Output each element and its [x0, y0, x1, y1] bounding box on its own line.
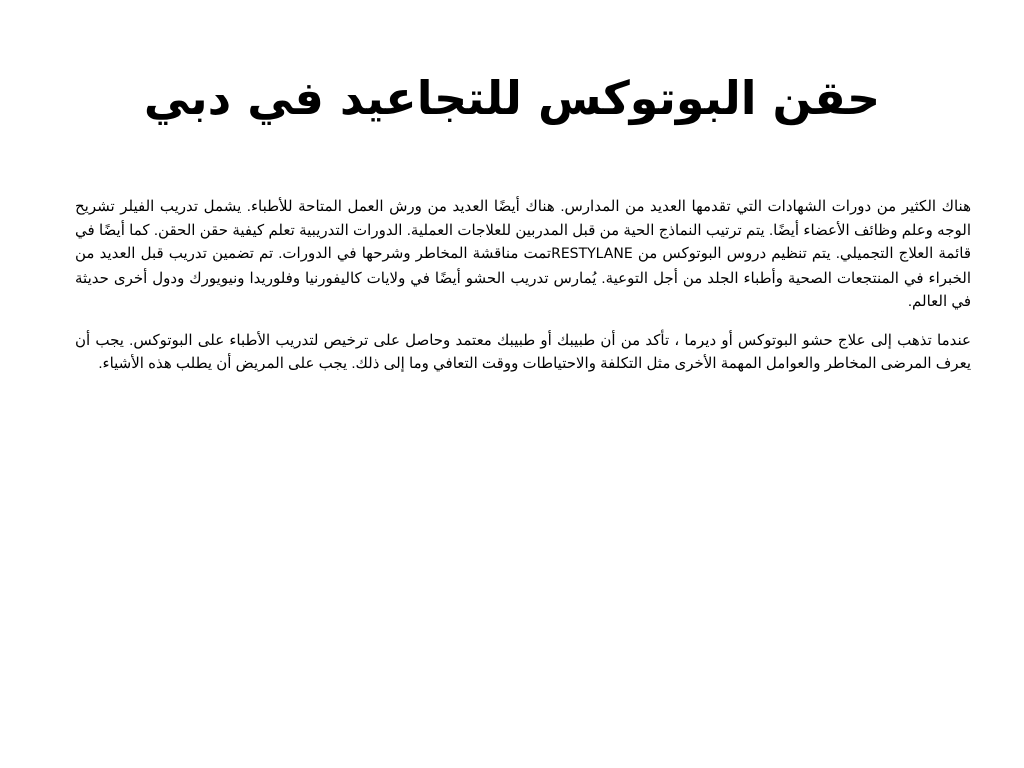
slide-body: [75, 195, 971, 391]
paragraph-doctor-advice: عندما تذهب إلى علاج حشو البوتوكس أو ديرما ، تأكد من أن طبيبك أو طبيبك معتمد وحاصل على ترخيص لتدريب الأطباء على البوتوكس. يجب أن يعرف المرضى المخاطر والعوامل المهمة الأخرى مثل التكلفة والاحتياطات ووقت التعافي وما إلى ذلك. يجب على المريض أن يطلب هذه الأشياء.: [75, 331, 971, 372]
brand-name: RESTYLANE: [551, 246, 633, 262]
paragraph-1-part-2: تمت مناقشة المخاطر وشرحها في الدورات. تم تضمين تدريب قبل العديد من الخبراء في المنتجعات الصحية وأطباء الجلد من أجل التوعية. يُمارس تدريب الحشو أيضًا في ولايات كاليفورنيا وفلوريدا ونيويورك ودول أخرى حديثة في العالم.: [75, 245, 971, 310]
slide-title: حقن البوتوكس للتجاعيد في دبي: [143, 71, 881, 125]
paragraph-training-courses: [75, 195, 971, 314]
paragraph-1-part-1: هناك الكثير من دورات الشهادات التي تقدمها العديد من المدارس. هناك أيضًا العديد من ورش العمل المتاحة للأطباء. يشمل تدريب الفيلر تشريح الوجه وعلم وظائف الأعضاء أيضًا. يتم ترتيب النماذج الحية من قبل المدربين للعلاجات العملية. الدورات التدريبية تعلم كيفية حقن الحقن. كما أيضًا في قائمة العلاج التجميلي. يتم تنظيم دروس البوتوكس من: [75, 198, 971, 262]
